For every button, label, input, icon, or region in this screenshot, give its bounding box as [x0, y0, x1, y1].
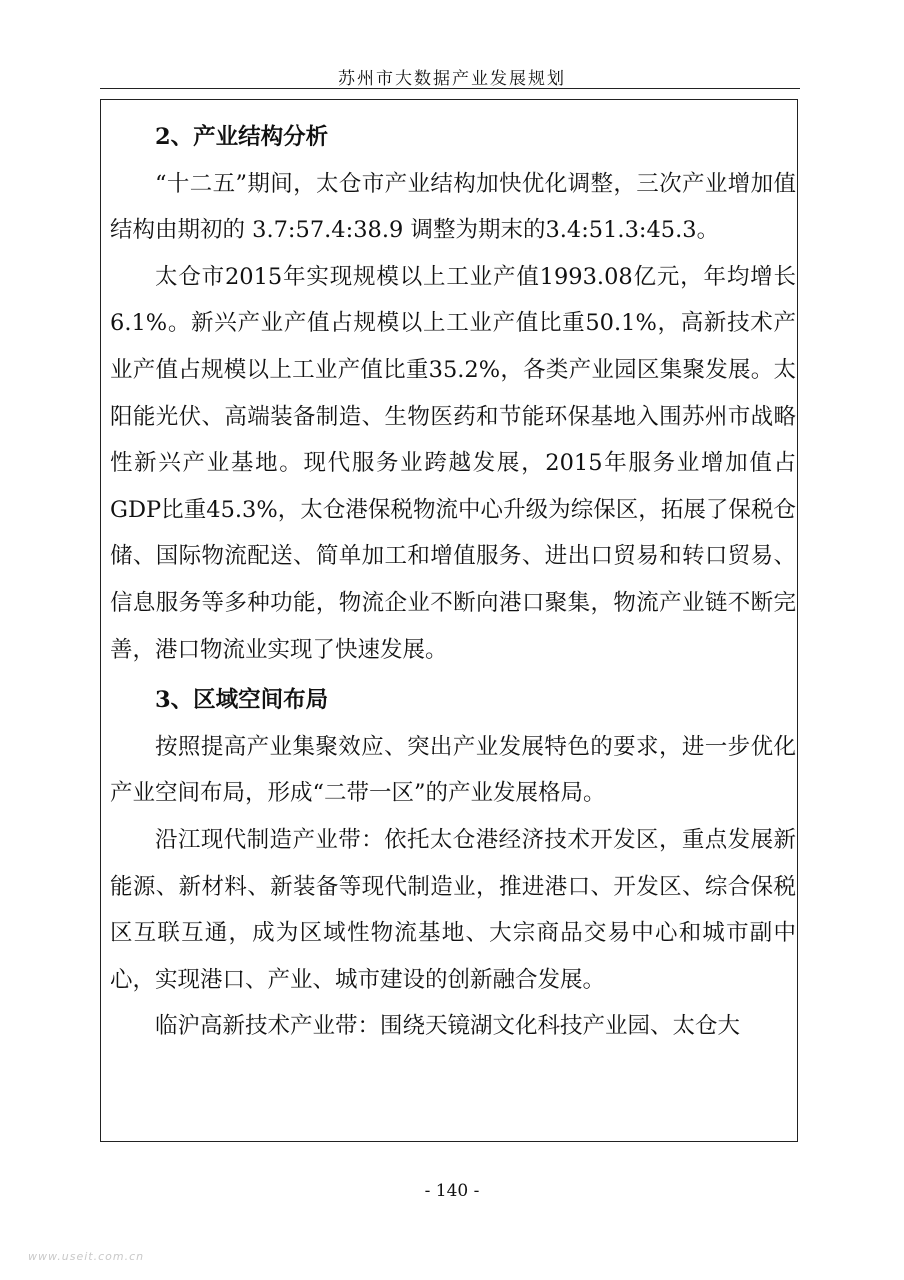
page-number: - 140 - — [424, 1181, 480, 1201]
section-heading-industry-structure: 2、产业结构分析 — [155, 124, 329, 150]
watermark: www.useit.com.cn — [28, 1250, 145, 1263]
document-body — [110, 110, 796, 1050]
section-heading-spatial-layout: 3、区域空间布局 — [155, 687, 329, 714]
paragraph: “十二五”期间，太仓市产业结构加快优化调整，三次产业增加值结构由期初的 3.7:57.4:38.9 调整为期末的3.4:51.3:45.3。 — [110, 170, 796, 244]
paragraph: 太仓市2015年实现规模以上工业产值1993.08亿元，年均增长6.1%。新兴产业产值占规模以上工业产值比重50.1%，高新技术产业产值占规模以上工业产值比重35.2%，各类产业园区集聚发展。太阳能光伏、高端装备制造、生物医药和节能环保基地入围苏州市战略性新兴产业基地。现代服务业跨越发展，2015年服务业增加值占GDP比重45.3%，太仓港保税物流中心升级为综保区，拓展了保税仓储、国际物流配送、简单加工和增值服务、进出口贸易和转口贸易、信息服务等多种功能，物流企业不断向港口聚集，物流产业链不断完善，港口物流业实现了快速发展。 — [110, 263, 796, 663]
running-header-title: 苏州市大数据产业发展规划 — [338, 69, 566, 89]
paragraph: 临沪高新技术产业带：围绕天镜湖文化科技产业园、太仓大 — [155, 1013, 741, 1040]
header-rule — [100, 88, 800, 89]
paragraph: 沿江现代制造产业带：依托太仓港经济技术开发区，重点发展新能源、新材料、新装备等现代制造业，推进港口、开发区、综合保税区互联互通，成为区域性物流基地、大宗商品交易中心和城市副中心，实现港口、产业、城市建设的创新融合发展。 — [110, 826, 796, 993]
paragraph: 按照提高产业集聚效应、突出产业发展特色的要求，进一步优化产业空间布局，形成“二带一区”的产业发展格局。 — [110, 733, 796, 807]
